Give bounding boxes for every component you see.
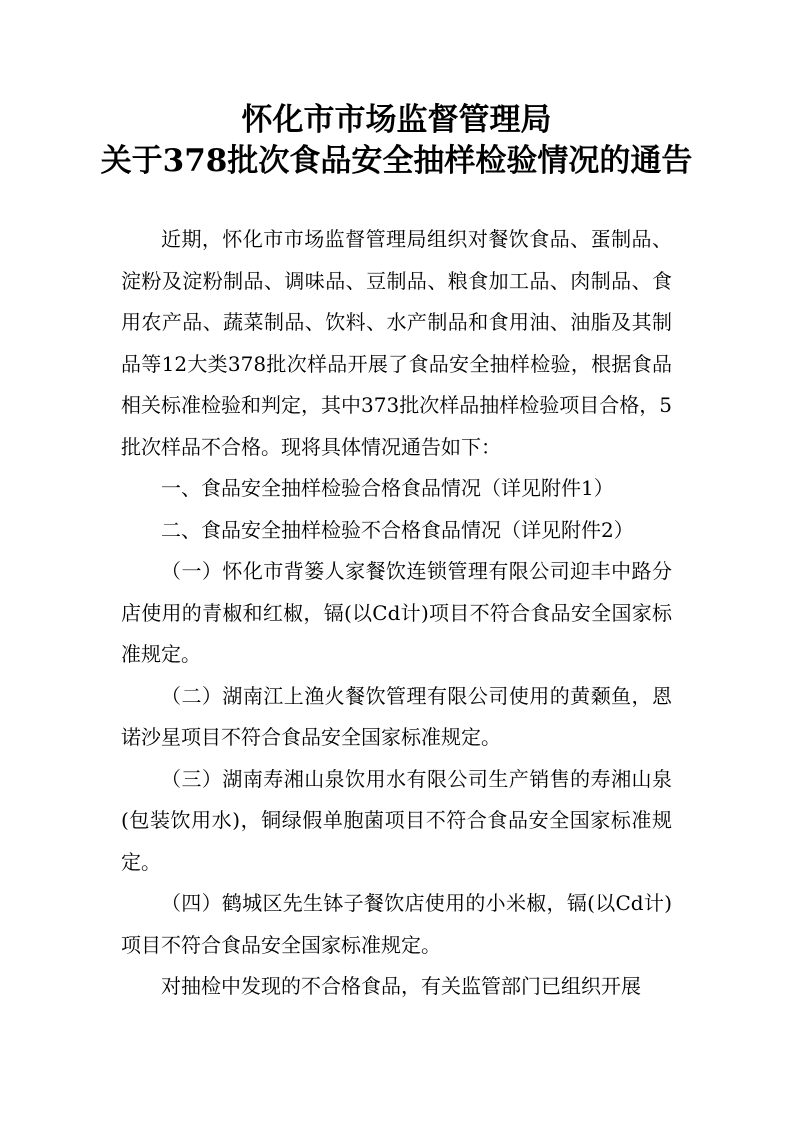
paragraph-item-1: （一）怀化市背篓人家餐饮连锁管理有限公司迎丰中路分店使用的青椒和红椒，镉(以Cd计)项目不符合食品安全国家标准规定。 [121,559,672,666]
document-body [121,219,672,1008]
title-line-1: 怀化市市场监督管理局 [241,102,552,138]
paragraph-item-2: （二）湖南江上渔火餐饮管理有限公司使用的黄颡鱼，恩诺沙星项目不符合食品安全国家标准规定。 [121,683,672,749]
paragraph-section-1: 一、食品安全抽样检验合格食品情况（详见附件1） [161,476,614,500]
paragraph-intro: 近期，怀化市市场监督管理局组织对餐饮食品、蛋制品、淀粉及淀粉制品、调味品、豆制品、粮食加工品、肉制品、食用农产品、蔬菜制品、饮料、水产制品和食用油、油脂及其制品等12大类378批次样品开展了食品安全抽样检验，根据食品相关标准检验和判定，其中373批次样品抽样检验项目合格，5批次样品不合格。现将具体情况通告如下： [121,227,672,459]
paragraph-item-3: （三）湖南寿湘山泉饮用水有限公司生产销售的寿湘山泉(包装饮用水)，铜绿假单胞菌项目不符合食品安全国家标准规定。 [121,766,672,874]
title-line-2: 关于378批次食品安全抽样检验情况的通告 [100,143,693,179]
paragraph-closing: 对抽检中发现的不合格食品，有关监管部门已组织开展 [161,974,641,998]
paragraph-section-2: 二、食品安全抽样检验不合格食品情况（详见附件2） [161,517,634,542]
paragraph-item-4: （四）鹤城区先生钵子餐饮店使用的小米椒，镉(以Cd计)项目不符合食品安全国家标准规定。 [121,891,672,957]
